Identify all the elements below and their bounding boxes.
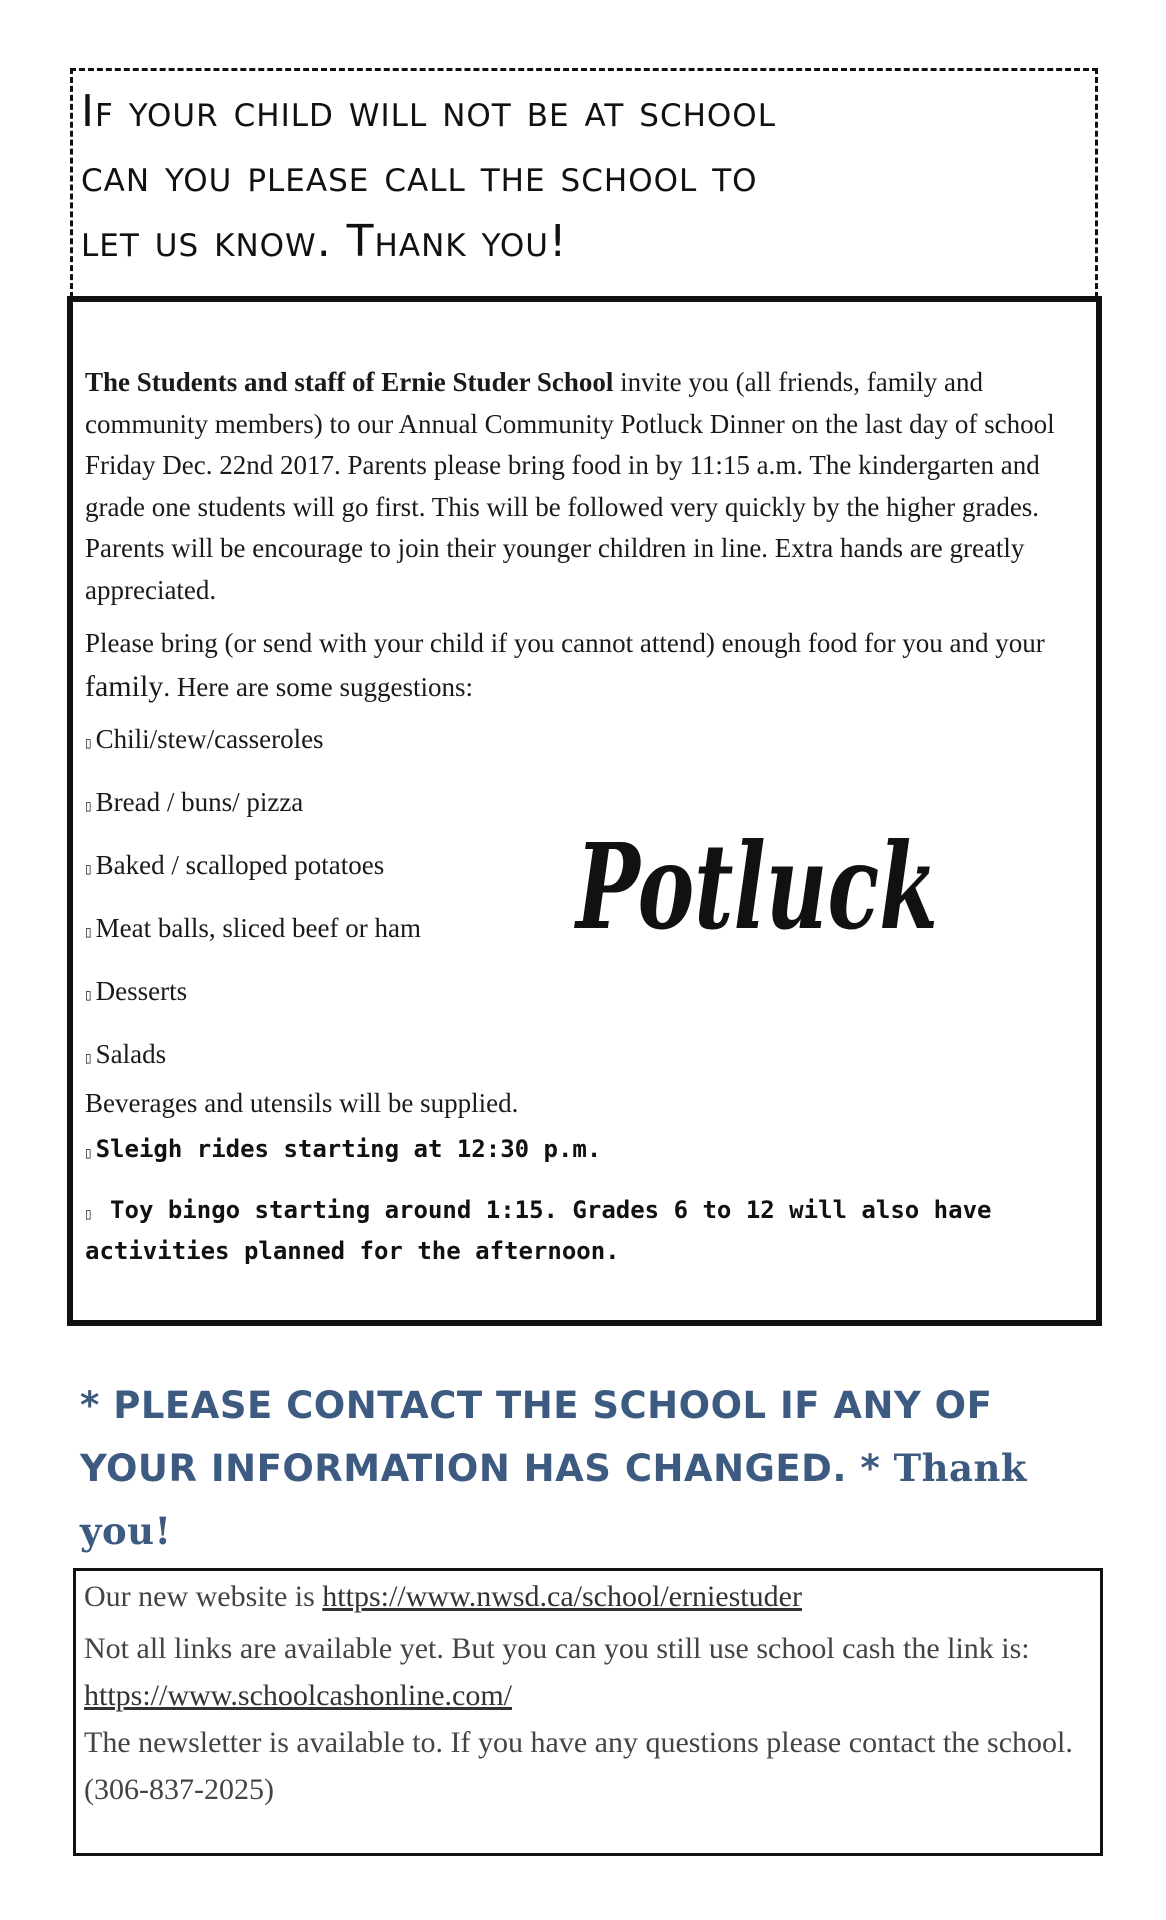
school-website-link[interactable]: https://www.nwsd.ca/school/erniestuder bbox=[322, 1580, 802, 1613]
bullet-icon: ▯ bbox=[85, 862, 92, 876]
suggestion-text: Meat balls, sliced beef or ham bbox=[95, 913, 421, 943]
sleigh-text: Sleigh rides starting at 12:30 p.m. bbox=[95, 1135, 602, 1163]
suggestion-text: Salads bbox=[95, 1039, 167, 1069]
suggestion-text: Desserts bbox=[95, 976, 188, 1006]
potluck-logo-text: Potluck bbox=[573, 817, 938, 956]
potluck-logo bbox=[570, 800, 950, 970]
bullet-icon: ▯ bbox=[85, 925, 92, 939]
absence-line-3: let us know. Thank you! bbox=[81, 216, 568, 267]
bullet-icon: ▯ bbox=[85, 1146, 92, 1160]
event-intro bbox=[85, 362, 1082, 611]
bring-end: . Here are some suggestions: bbox=[163, 672, 473, 702]
contact-caps: * PLEASE CONTACT THE SCHOOL IF ANY OF YOUR INFORMATION HAS CHANGED. * bbox=[80, 1384, 993, 1490]
bullet-icon: ▯ bbox=[85, 736, 92, 750]
list-item bbox=[85, 965, 1082, 1028]
suggestion-text: Baked / scalloped potatoes bbox=[95, 850, 385, 880]
toy-bingo-text: Toy bingo starting around 1:15. Grades 6 to 12 will also have activities planned for the afternoon. bbox=[85, 1196, 992, 1265]
contact-thanks: Thank you! bbox=[80, 1446, 1028, 1553]
list-item bbox=[85, 713, 1082, 776]
sleigh-rides-note bbox=[85, 1131, 1082, 1172]
bring-family: family bbox=[85, 670, 164, 703]
event-intro-text: invite you (all friends, family and community members) to our Annual Community Potluck Dinner on the last day of school Friday Dec. 22nd 2017. Parents please bring food in by 11:15 a.m. The kindergarten and grade one students will go first. This will be followed very quickly by the higher grades. Parents will be encourage to join their younger children in line. Extra hands are greatly appreciated. bbox=[85, 367, 1055, 605]
school-cash-line bbox=[84, 1625, 1100, 1719]
bullet-icon: ▯ bbox=[85, 1051, 92, 1065]
website-prefix: Our new website is bbox=[84, 1580, 323, 1613]
toy-bingo-note bbox=[85, 1192, 1082, 1270]
supplies-note: Beverages and utensils will be supplied. bbox=[85, 1088, 519, 1118]
suggestion-text: Chili/stew/casseroles bbox=[95, 724, 324, 754]
bring-start: Please bring (or send with your child if you cannot attend) enough food for you and your bbox=[85, 628, 1045, 658]
absence-line-2: can you please call the school to bbox=[81, 151, 758, 202]
absence-line-1: If your child will not be at school bbox=[81, 86, 776, 137]
bullet-icon: ▯ bbox=[85, 988, 92, 1002]
contact-notice bbox=[80, 1375, 1100, 1563]
school-cash-link[interactable]: https://www.schoolcashonline.com/ bbox=[84, 1679, 512, 1712]
website-line bbox=[84, 1573, 1100, 1620]
newsletter-line: The newsletter is available to. If you have any questions please contact the school. (306-837-2025) bbox=[84, 1726, 1073, 1806]
website-info-box bbox=[73, 1568, 1103, 1856]
bullet-icon: ▯ bbox=[85, 1207, 92, 1221]
bullet-icon: ▯ bbox=[85, 799, 92, 813]
bring-food-text bbox=[85, 621, 1082, 709]
absence-notice bbox=[70, 68, 1098, 298]
event-intro-bold: The Students and staff of Ernie Studer School bbox=[85, 367, 614, 397]
school-cash-text: Not all links are available yet. But you can you still use school cash the link is: bbox=[84, 1632, 1030, 1665]
suggestion-text: Bread / buns/ pizza bbox=[95, 787, 304, 817]
